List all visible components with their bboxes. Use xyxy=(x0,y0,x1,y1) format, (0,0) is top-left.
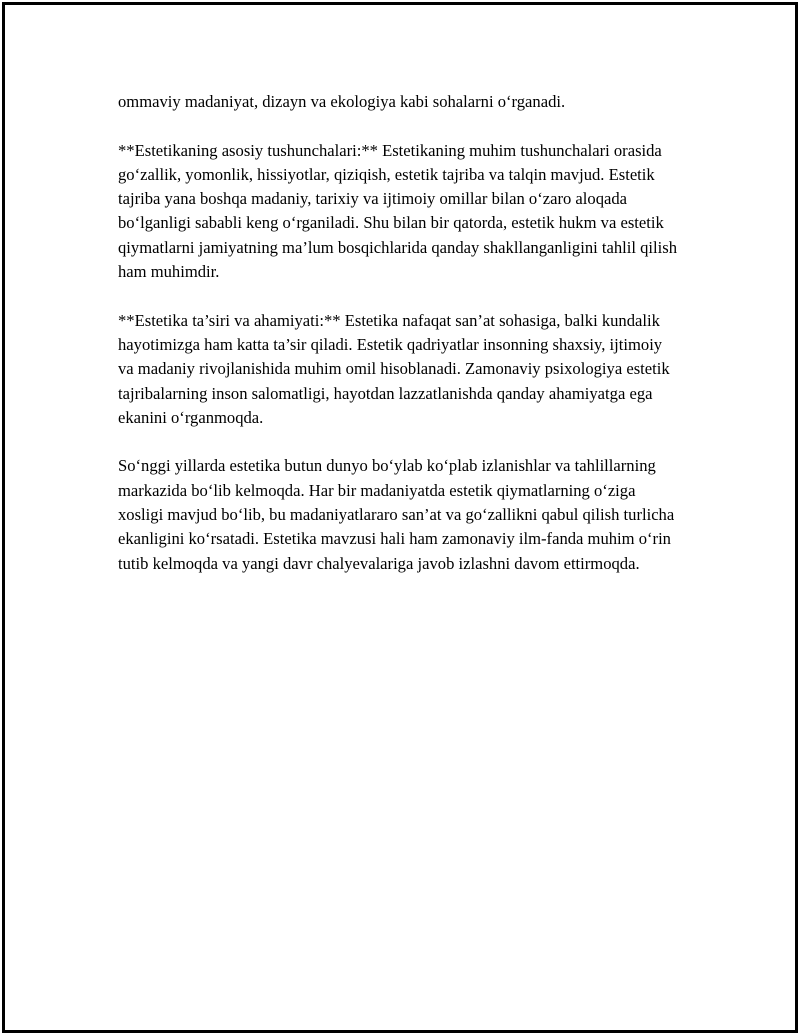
document-body xyxy=(118,90,678,600)
paragraph-recent-research: So‘nggi yillarda estetika butun dunyo bo‘ylab ko‘plab izlanishlar va tahlillarning markazida bo‘lib kelmoqda. Har bir madaniyatda estetik qiymatlarning o‘ziga xosligi mavjud bo‘lib, bu madaniyatlararo san’at va go‘zallikni qabul qilish turlicha ekanligini ko‘rsatadi. Estetika mavzusi hali ham zamonaviy ilm-fanda muhim o‘rin tutib kelmoqda va yangi davr chalyevalariga javob izlashni davom ettirmoqda. xyxy=(118,456,675,573)
paragraph-core-concepts: **Estetikaning asosiy tushunchalari:** Estetikaning muhim tushunchalari orasida go‘zallik, yomonlik, hissiyotlar, qiziqish, estetik tajriba va talqin mavjud. Estetik tajriba yana boshqa madaniy, tarixiy va ijtimoiy omillar bilan o‘zaro aloqada bo‘lganligi sababli keng o‘rganiladi. Shu bilan bir qatorda, estetik hukm va estetik qiymatlarni jamiyatning ma’lum bosqichlarida qanday shakllanganligini tahlil qilish ham muhimdir. xyxy=(118,140,678,282)
paragraph-intro-fragment: ommaviy madaniyat, dizayn va ekologiya kabi sohalarni o‘rganadi. xyxy=(118,92,566,111)
paragraph-impact-importance: **Estetika ta’siri va ahamiyati:** Estetika nafaqat san’at sohasiga, balki kundalik hayotimizga ham katta ta’sir qiladi. Estetik qadriyatlar insonning shaxsiy, ijtimoiy va madaniy rivojlanishida muhim omil hisoblanadi. Zamonaviy psixologiya estetik tajribalarning inson salomatligi, hayotdan lazzatlanishda qanday ahamiyatga ega ekanini o‘rganmoqda. xyxy=(118,310,670,427)
